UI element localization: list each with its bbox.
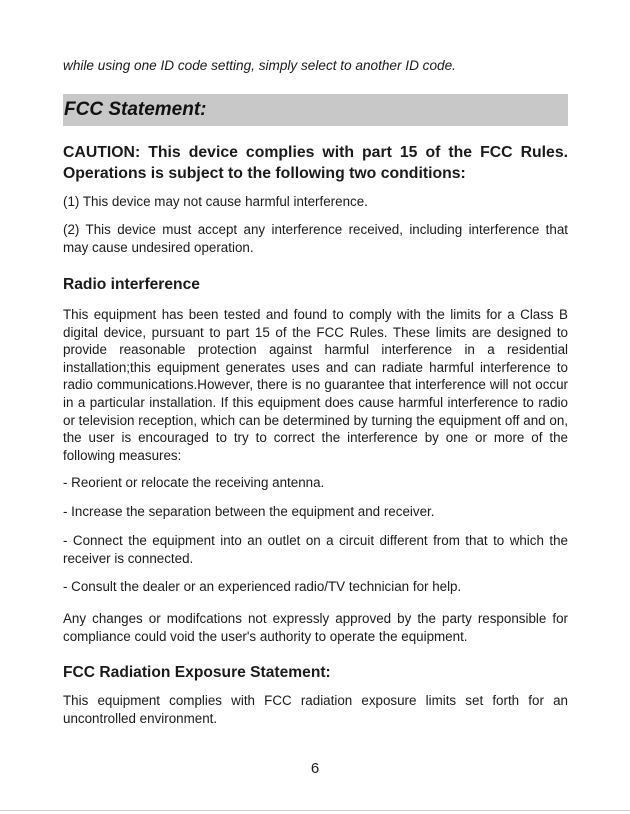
radiation-exposure-paragraph: This equipment complies with FCC radiation exposure limits set forth for an uncontrolled environment. xyxy=(63,693,568,726)
radio-interference-paragraph: This equipment has been tested and found to comply with the limits for a Class B digital device, pursuant to part 15 of the FCC Rules. These limits are designed to provide reasonable protection against harmful interference in a residential installation;this equipment generates uses and can radiate harmful interference to radio communications.However, there is no guarantee that interference will not occur in a particular installation. If this equipment does cause harmful interference to radio or television reception, which can be determined by turning the equipment off and on, the user is encouraged to try to correct the interference by one or more of the following measures: xyxy=(63,307,568,463)
condition-2: (2) This device must accept any interference received, including interference that may cause undesired operation. xyxy=(63,222,568,255)
changes-note: Any changes or modifcations not expressly approved by the party responsible for compliance could void the user's authority to operate the equipment. xyxy=(63,611,568,644)
measure-item: - Connect the equipment into an outlet on a circuit different from that to which the receiver is connected. xyxy=(63,533,568,566)
caution-statement: CAUTION: This device complies with part 15 of the FCC Rules. Operations is subject to the following two conditions: xyxy=(63,144,568,182)
measure-item: - Consult the dealer or an experienced radio/TV technician for help. xyxy=(63,579,462,594)
measure-item: - Reorient or relocate the receiving antenna. xyxy=(63,475,325,490)
fcc-statement-heading: FCC Statement: xyxy=(64,99,207,120)
radiation-exposure-heading: FCC Radiation Exposure Statement: xyxy=(63,664,331,681)
fcc-statement-banner xyxy=(63,94,568,126)
page-number: 6 xyxy=(310,760,320,777)
intro-text: while using one ID code setting, simply select to another ID code. xyxy=(63,58,456,73)
measure-item: - Increase the separation between the equipment and receiver. xyxy=(63,504,435,519)
bottom-divider xyxy=(0,810,630,811)
condition-1: (1) This device may not cause harmful interference. xyxy=(63,194,368,209)
radio-interference-heading: Radio interference xyxy=(63,276,200,293)
